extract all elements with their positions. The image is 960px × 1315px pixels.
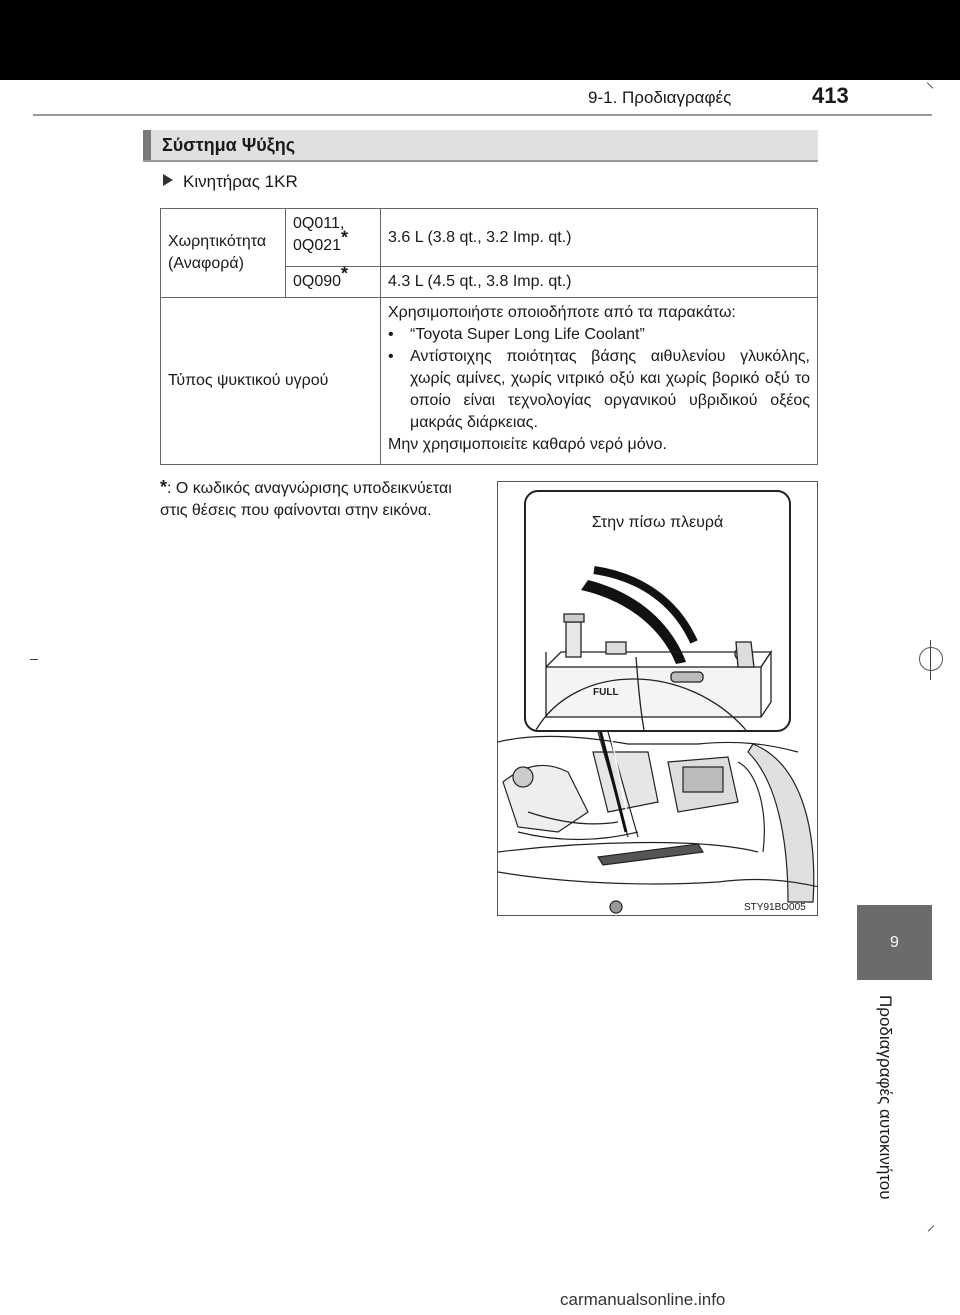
code-cell: [286, 263, 381, 298]
code-text: 0Q021: [293, 237, 342, 254]
footnote: [160, 476, 480, 522]
chapter-label: Προδιαγραφές αυτοκινήτου: [876, 995, 895, 1200]
watermark: carmanualsonline.info: [560, 1290, 726, 1309]
header-rule: [33, 114, 932, 116]
coolant-type-label-cell: Τύπος ψυκτικού υγρού: [161, 298, 381, 465]
heading-text: Σύστημα Ψύξης: [162, 135, 296, 155]
capacity-value-cell: 4.3 L (4.5 qt., 3.8 Imp. qt.): [381, 267, 818, 298]
bullet-text: “Toyota Super Long Life Coolant”: [410, 326, 645, 343]
heading-accent-bar: [143, 130, 151, 160]
coolant-intro: Χρησιμοποιήστε οποιοδήποτε από τα παρακάτω:: [388, 304, 736, 321]
section-title: 9-1. Προδιαγραφές: [588, 88, 732, 107]
registration-mark: [919, 647, 943, 671]
capacity-label-cell: [161, 209, 286, 298]
capacity-value-cell: 3.6 L (3.8 qt., 3.2 Imp. qt.): [381, 209, 818, 267]
capacity-label-note: (Αναφορά): [168, 255, 244, 272]
footnote-asterisk: *: [160, 477, 168, 497]
battery-illustration: [526, 492, 789, 730]
coolant-note: Μην χρησιμοποιείτε καθαρό νερό μόνο.: [388, 436, 667, 453]
asterisk-mark: *: [341, 227, 349, 248]
capacity-label: Χωρητικότητα: [168, 233, 267, 250]
bullet-item: [388, 346, 810, 434]
callout-box: [524, 490, 791, 732]
chapter-number: 9: [890, 933, 899, 951]
engine-label-text: Κινητήρας 1KR: [183, 172, 298, 191]
coolant-spec-table: [160, 208, 818, 465]
coolant-type-cell: [381, 298, 818, 465]
code-text: 0Q090: [293, 273, 342, 290]
code-cell: [286, 209, 381, 267]
bullet-mark: •: [388, 348, 394, 365]
bullet-text: Αντίστοιχης ποιότητας βάσης αιθυλενίου γλυκόλης, χωρίς αμίνες, χωρίς νιτρικό οξύ και χωρίς βορικό οξύ το οποίο είναι τεχνολογίας οργανικού υβριδικού οξέος μακράς διάρκειας.: [410, 348, 810, 431]
crop-mark: [927, 82, 933, 88]
code-text: 0Q011,: [293, 215, 345, 232]
footnote-text: : Ο κωδικός αναγνώρισης υποδεικνύεται στις θέσεις που φαίνονται στην εικόνα.: [160, 480, 452, 519]
bullet-mark: •: [388, 326, 394, 343]
crop-mark: [30, 659, 38, 660]
engine-label: [163, 172, 298, 192]
battery-full-text: FULL: [593, 687, 619, 698]
bullet-item: [388, 324, 810, 346]
triangle-bullet-icon: [163, 174, 173, 186]
asterisk-mark: *: [341, 263, 349, 284]
top-black-band: [0, 0, 960, 80]
figure-code: STY91BO005: [744, 902, 806, 913]
section-heading: [143, 130, 818, 162]
callout-label: Στην πίσω πλευρά: [591, 514, 724, 531]
page-number: 413: [812, 83, 849, 108]
crop-mark: [930, 640, 931, 680]
